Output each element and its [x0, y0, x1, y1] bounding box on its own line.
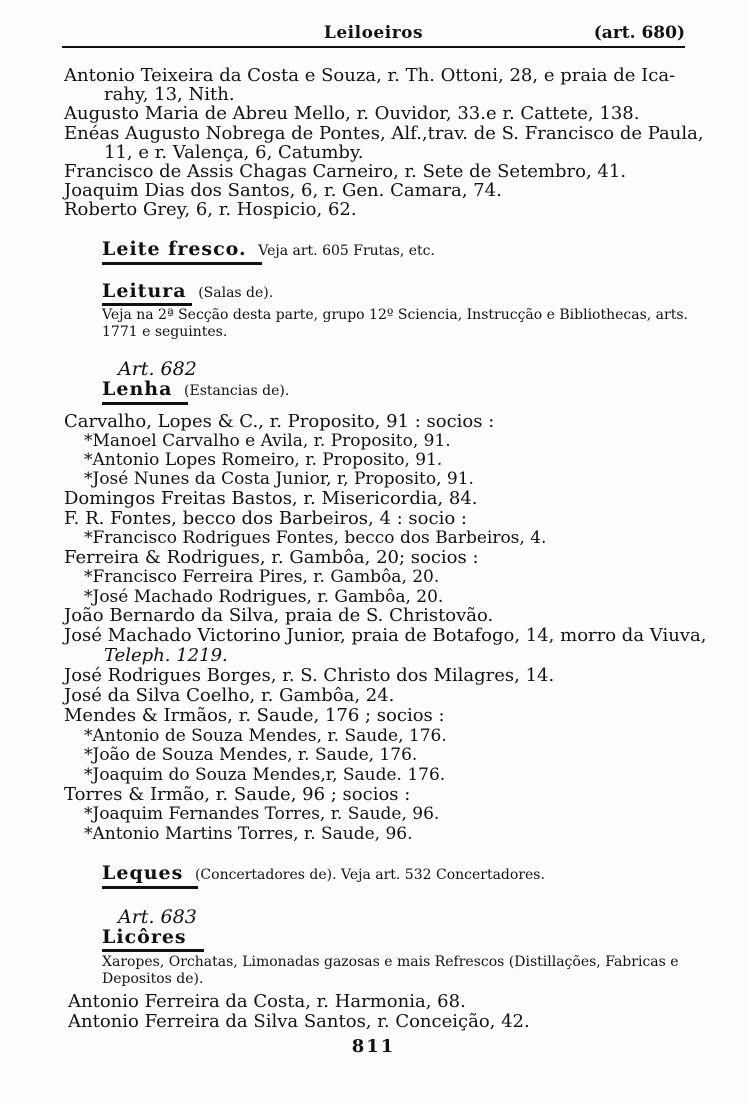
section-rule: [102, 303, 192, 306]
list-item: Carvalho, Lopes & C., r. Proposito, 91 : socios :: [64, 411, 495, 432]
section-rule: [102, 402, 188, 405]
list-item: Antonio Ferreira da Costa, r. Harmonia, 68.: [68, 991, 466, 1012]
list-item: Ferreira & Rodrigues, r. Gambôa, 20; socios :: [64, 547, 479, 568]
page-number: 811: [351, 1036, 396, 1057]
section-title-leite: [102, 238, 435, 260]
socio-item: *Antonio de Souza Mendes, r. Saude, 176.: [84, 726, 447, 746]
list-item-continuation: rahy, 13, Nith.: [104, 84, 235, 105]
list-item: Enéas Augusto Nobrega de Pontes, Alf.,trav. de S. Francisco de Paula,: [64, 123, 704, 144]
socio-item: *Antonio Lopes Romeiro, r. Proposito, 91.: [84, 450, 443, 470]
section-title-lenha: [102, 378, 289, 400]
article-label: Art. 682: [118, 358, 197, 380]
section-text: 1771 e seguintes.: [102, 324, 228, 340]
section-text: Veja na 2ª Secção desta parte, grupo 12º Sciencia, Instrucção e Bibliothecas, arts.: [102, 307, 688, 323]
socio-item: *Joaquim do Souza Mendes,r, Saude. 176.: [84, 765, 446, 785]
socio-item: *João de Souza Mendes, r. Saude, 176.: [84, 745, 418, 765]
section-note: (Salas de).: [198, 285, 274, 301]
socio-item: *José Nunes da Costa Junior, r, Proposito, 91.: [84, 469, 474, 489]
list-item: Francisco de Assis Chagas Carneiro, r. Sete de Setembro, 41.: [64, 161, 627, 182]
section-note: (Concertadores de). Veja art. 532 Concertadores.: [194, 867, 545, 883]
section-title-text: Leitura: [102, 280, 187, 302]
list-item: Domingos Freitas Bastos, r. Misericordia, 84.: [64, 488, 478, 509]
socio-item: *José Machado Rodrigues, r. Gambôa, 20.: [84, 587, 444, 607]
section-title-text: Leques: [102, 862, 184, 884]
list-item: Mendes & Irmãos, r. Saude, 176 ; socios :: [64, 705, 445, 726]
section-title-leitura: [102, 280, 273, 302]
header-rule: [62, 46, 685, 48]
list-item: Antonio Ferreira da Silva Santos, r. Conceição, 42.: [68, 1011, 530, 1032]
section-title-licores: [102, 926, 187, 948]
list-item-continuation: 11, e r. Valença, 6, Catumby.: [104, 142, 364, 163]
list-item: Torres & Irmão, r. Saude, 96 ; socios :: [64, 784, 411, 805]
socio-item: *Antonio Martins Torres, r. Saude, 96.: [84, 824, 413, 844]
list-item: F. R. Fontes, becco dos Barbeiros, 4 : socio :: [64, 508, 467, 529]
section-note: (Estancias de).: [184, 383, 290, 399]
socio-item: *Manoel Carvalho e Avila, r. Proposito, 91.: [84, 431, 451, 451]
section-title-text: Lenha: [102, 378, 173, 400]
running-head: Leiloeiros: [323, 23, 424, 43]
list-item: José Rodrigues Borges, r. S. Christo dos Milagres, 14.: [64, 665, 555, 686]
section-rule: [102, 949, 204, 952]
section-title-leques: [102, 862, 545, 884]
socio-item: *Francisco Rodrigues Fontes, becco dos Barbeiros, 4.: [84, 528, 547, 548]
socio-item: *Francisco Ferreira Pires, r. Gambôa, 20.: [84, 567, 440, 587]
section-title-text: Licôres: [102, 926, 187, 948]
article-label: Art. 683: [118, 906, 197, 928]
section-text: Xaropes, Orchatas, Limonadas gazosas e mais Refrescos (Distillações, Fabricas e: [102, 954, 679, 970]
list-item: Joaquim Dias dos Santos, 6, r. Gen. Camara, 74.: [64, 180, 502, 201]
section-rule: [102, 262, 262, 265]
section-note: Veja art. 605 Frutas, etc.: [258, 243, 435, 259]
article-reference: (art. 680): [593, 23, 685, 43]
section-title-text: Leite fresco.: [102, 238, 247, 260]
list-item: Antonio Teixeira da Costa e Souza, r. Th. Ottoni, 28, e praia de Ica-: [64, 65, 676, 86]
page-header: [40, 20, 707, 48]
list-item: João Bernardo da Silva, praia de S. Christovão.: [64, 605, 494, 626]
list-item: Augusto Maria de Abreu Mello, r. Ouvidor, 33.e r. Cattete, 138.: [64, 103, 640, 124]
list-item-continuation: Teleph. 1219.: [104, 645, 228, 666]
section-text: Depositos de).: [102, 971, 204, 987]
list-item: José da Silva Coelho, r. Gambôa, 24.: [64, 685, 395, 706]
list-item: Roberto Grey, 6, r. Hospicio, 62.: [64, 199, 357, 220]
socio-item: *Joaquim Fernandes Torres, r. Saude, 96.: [84, 804, 440, 824]
list-item: José Machado Victorino Junior, praia de Botafogo, 14, morro da Viuva,: [64, 625, 707, 646]
section-rule: [102, 886, 198, 889]
